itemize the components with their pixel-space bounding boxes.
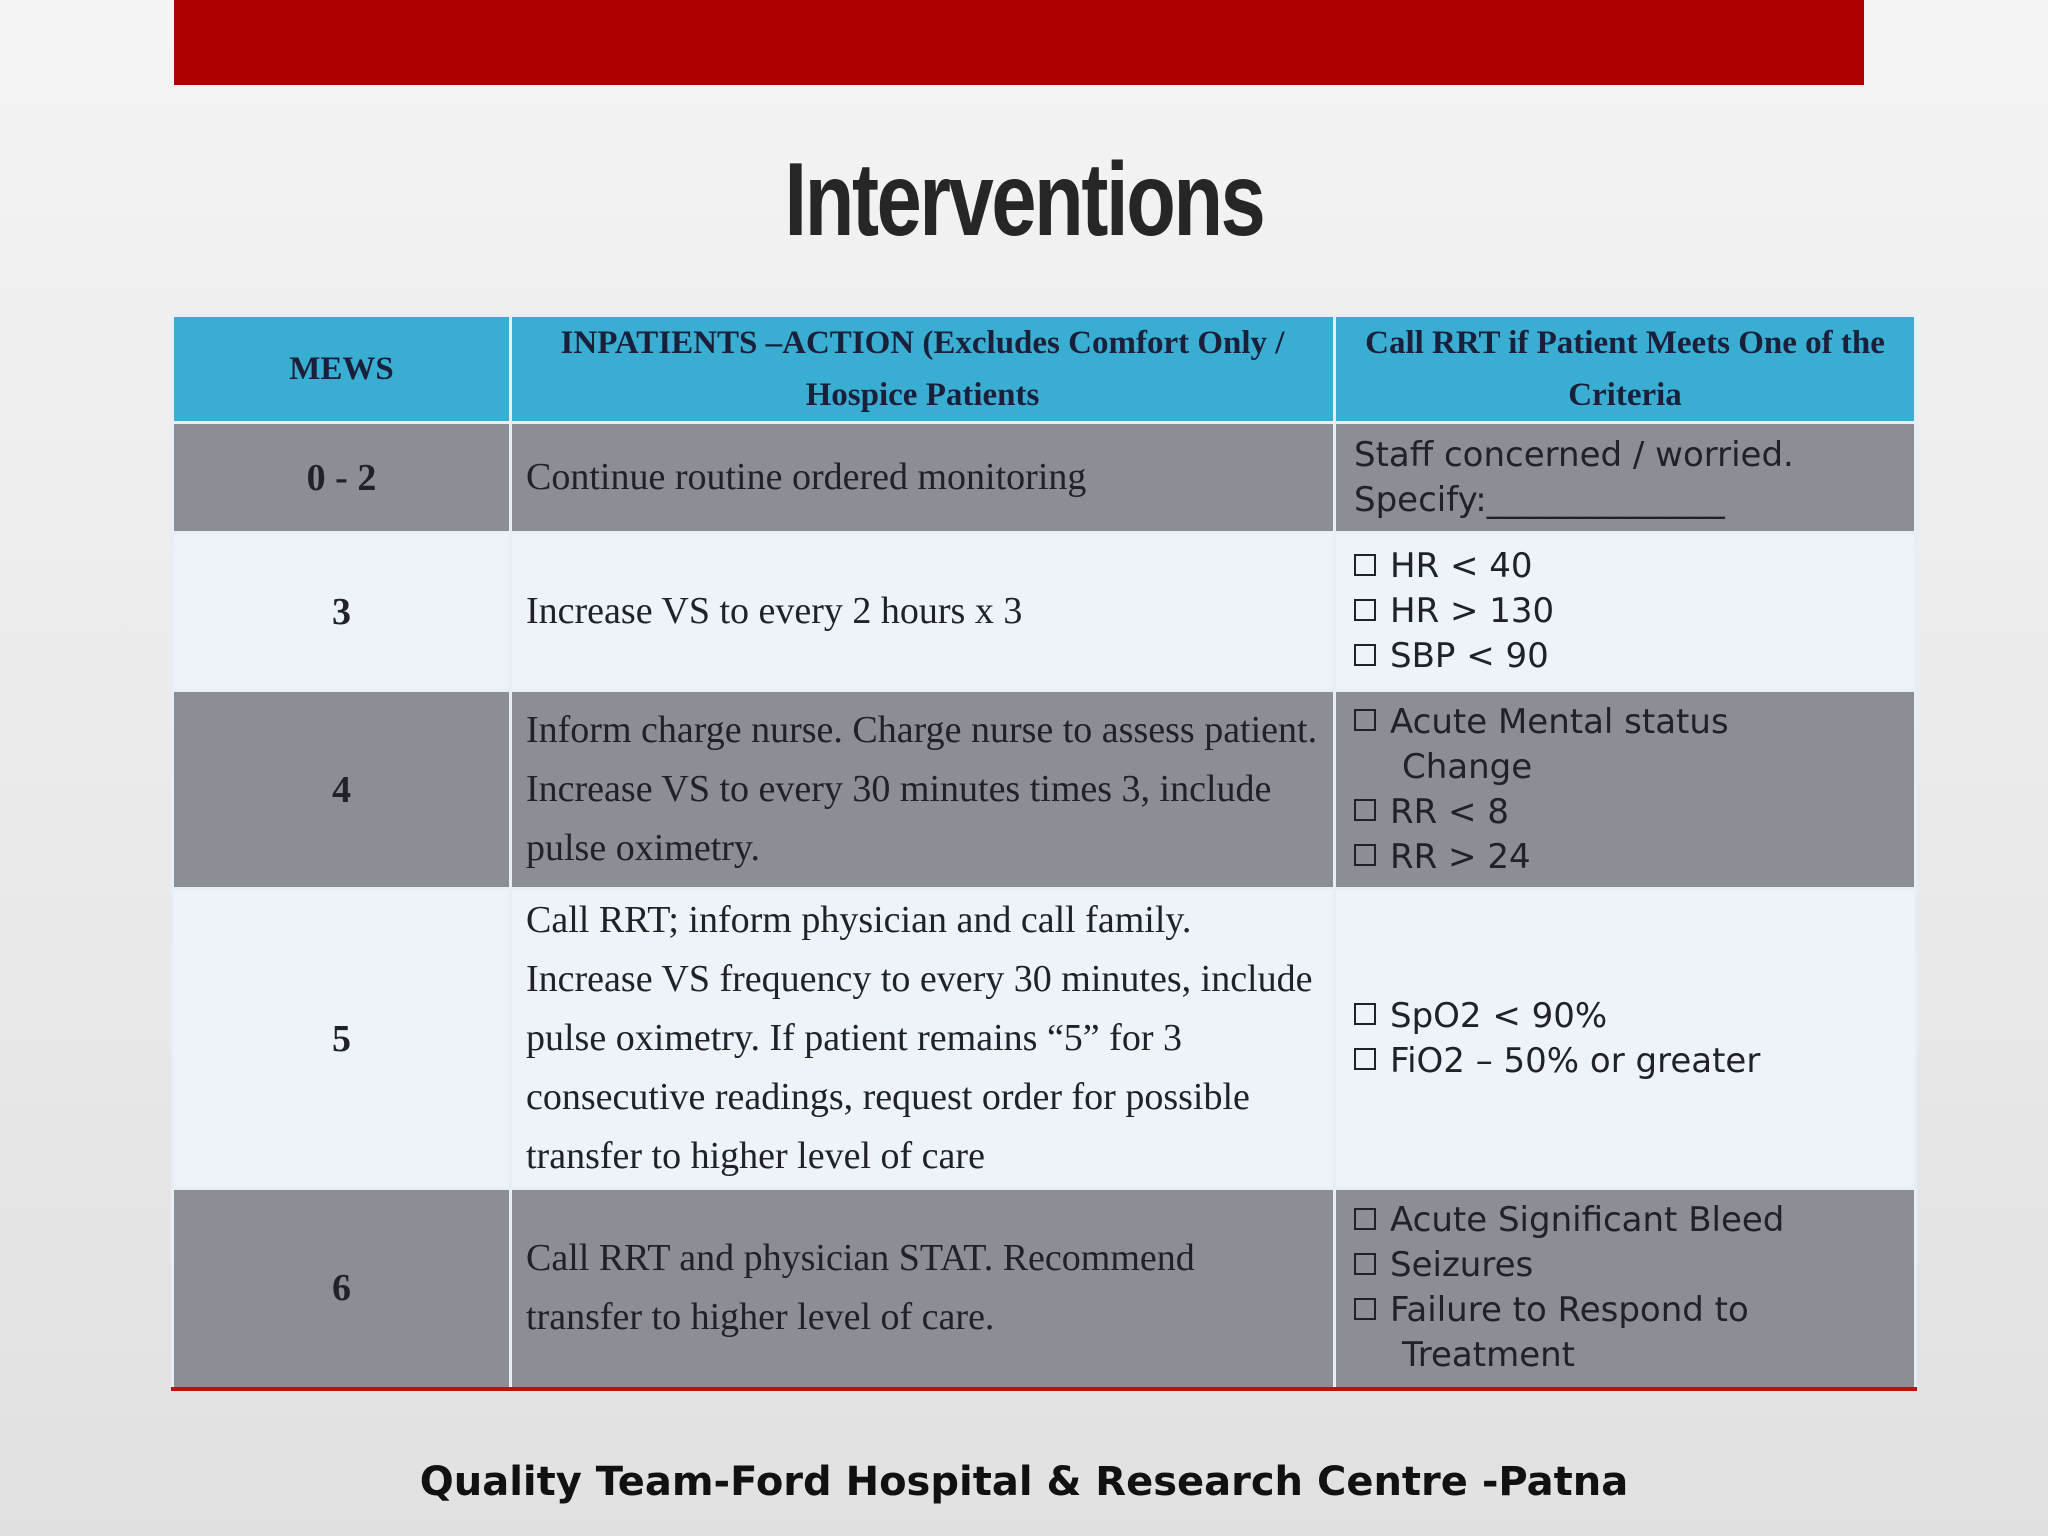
checkbox-icon <box>1354 709 1376 731</box>
criteria-label: Failure to Respond to <box>1390 1290 1749 1331</box>
header-criteria: Call RRT if Patient Meets One of the Criteria <box>1335 316 1916 423</box>
criteria-item <box>1354 835 1900 880</box>
checkbox-icon <box>1354 1048 1376 1070</box>
criteria-item <box>1354 994 1900 1039</box>
criteria-item <box>1354 544 1900 589</box>
mews-score: 5 <box>173 889 511 1189</box>
table-header-row <box>173 316 1916 423</box>
criteria-item <box>1354 634 1900 679</box>
mews-score: 4 <box>173 691 511 889</box>
checkbox-icon <box>1354 599 1376 621</box>
checkbox-icon <box>1354 799 1376 821</box>
criteria-label: RR < 8 <box>1390 791 1509 832</box>
criteria-item <box>1354 1288 1900 1333</box>
mews-score: 0 - 2 <box>173 423 511 533</box>
criteria-label: Acute Significant Bleed <box>1390 1200 1785 1241</box>
criteria-item <box>1354 589 1900 634</box>
criteria-item <box>1354 700 1900 745</box>
criteria-cell <box>1335 533 1916 691</box>
checkbox-icon <box>1354 1208 1376 1230</box>
slide-title: Interventions <box>784 142 1264 258</box>
criteria-item <box>1354 1198 1900 1243</box>
action-text: Call RRT and physician STAT. Recommend transfer to higher level of care. <box>511 1189 1335 1389</box>
action-text: Inform charge nurse. Charge nurse to assess patient. Increase VS to every 30 minutes times 3, include pulse oximetry. <box>511 691 1335 889</box>
criteria-cell <box>1335 1189 1916 1389</box>
table-row <box>173 889 1916 1189</box>
criteria-label: SpO2 < 90% <box>1390 995 1608 1036</box>
checkbox-icon <box>1354 1298 1376 1320</box>
criteria-item <box>1354 790 1900 835</box>
mews-score: 3 <box>173 533 511 691</box>
criteria-label: Seizures <box>1390 1245 1534 1286</box>
criteria-cell <box>1335 423 1916 533</box>
action-text: Increase VS to every 2 hours x 3 <box>511 533 1335 691</box>
criteria-label: Acute Mental status <box>1390 701 1729 742</box>
criteria-item <box>1354 1243 1900 1288</box>
top-accent-bar <box>174 0 1864 85</box>
criteria-text: Specify:______________ <box>1354 479 1725 520</box>
criteria-label: HR < 40 <box>1390 546 1533 586</box>
criteria-label: FiO2 – 50% or greater <box>1390 1040 1761 1081</box>
criteria-label: SBP < 90 <box>1390 636 1549 676</box>
checkbox-icon <box>1354 554 1376 576</box>
checkbox-icon <box>1354 1003 1376 1025</box>
checkbox-icon <box>1354 1253 1376 1275</box>
action-text: Call RRT; inform physician and call family. Increase VS frequency to every 30 minutes, include pulse oximetry. If patient remains “5” for 3 consecutive readings, request order for possible transfer to higher level of care <box>511 889 1335 1189</box>
criteria-cell <box>1335 691 1916 889</box>
mews-score: 6 <box>173 1189 511 1389</box>
table-row <box>173 423 1916 533</box>
footer-credit: Quality Team-Ford Hospital & Research Centre -Patna <box>419 1459 1629 1505</box>
criteria-label: RR > 24 <box>1390 836 1531 877</box>
criteria-cell <box>1335 889 1916 1189</box>
criteria-item <box>1354 1039 1900 1084</box>
header-action: INPATIENTS –ACTION (Excludes Comfort Only / Hospice Patients <box>511 316 1335 423</box>
criteria-label: HR > 130 <box>1390 591 1555 631</box>
criteria-text: Staff concerned / worried. <box>1354 434 1794 475</box>
checkbox-icon <box>1354 644 1376 666</box>
action-text: Continue routine ordered monitoring <box>511 423 1335 533</box>
table-row <box>173 691 1916 889</box>
header-mews: MEWS <box>173 316 511 423</box>
checkbox-icon <box>1354 844 1376 866</box>
criteria-continuation: Treatment <box>1402 1335 1576 1376</box>
interventions-table-container <box>171 314 1914 1386</box>
criteria-continuation: Change <box>1402 746 1533 787</box>
table-row <box>173 1189 1916 1389</box>
interventions-table <box>171 314 1917 1391</box>
table-row <box>173 533 1916 691</box>
